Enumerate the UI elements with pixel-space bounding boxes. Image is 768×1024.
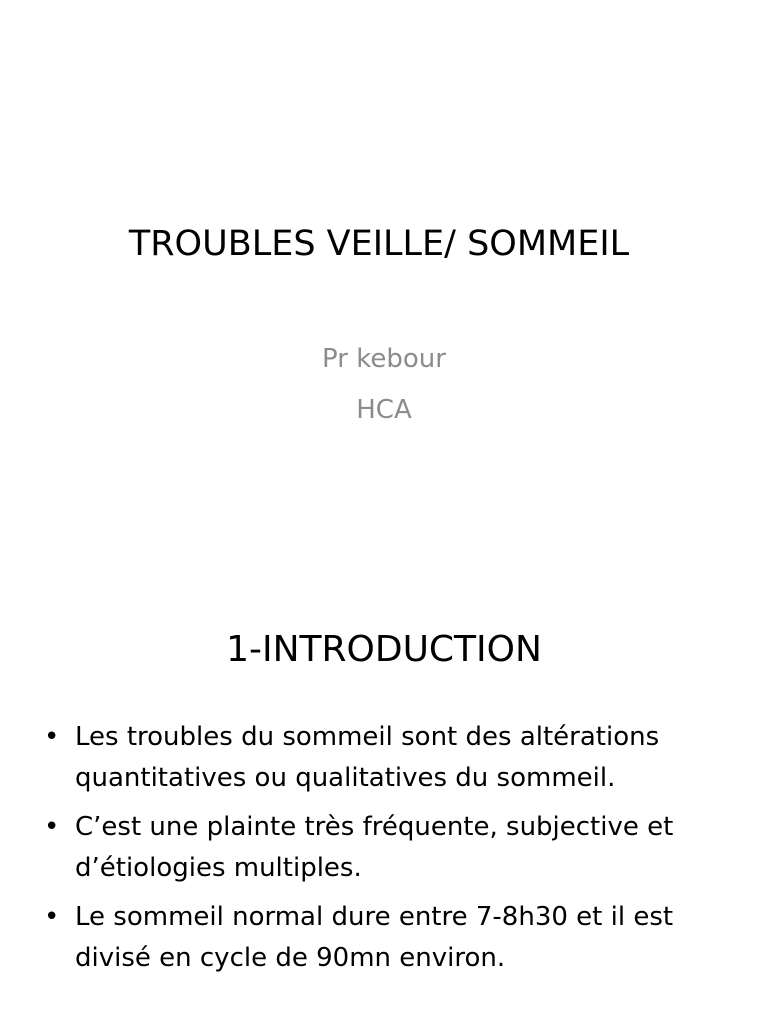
bullet-item xyxy=(44,897,744,979)
bullet-item xyxy=(44,807,744,889)
bullet-text: Le sommeil normal dure entre 7-8h30 et il est divisé en cycle de 90mn environ. xyxy=(75,902,674,973)
section-title: 1-INTRODUCTION xyxy=(226,629,542,670)
bullet-icon: • xyxy=(44,812,60,842)
bullet-item xyxy=(44,717,744,799)
introduction-slide xyxy=(0,512,768,1024)
author-affiliation: HCA xyxy=(356,395,412,425)
bullet-text: C’est une plainte très fréquente, subjective et d’étiologies multiples. xyxy=(75,812,674,883)
slide-title: TROUBLES VEILLE/ SOMMEIL xyxy=(128,224,630,264)
bullet-icon: • xyxy=(44,902,60,932)
bullet-list xyxy=(44,717,744,987)
author-name: Pr kebour xyxy=(322,344,446,374)
slide-subtitle xyxy=(0,334,768,436)
bullet-text: Les troubles du sommeil sont des altérations quantitatives ou qualitatives du sommeil. xyxy=(75,722,660,793)
bullet-icon: • xyxy=(44,722,60,752)
